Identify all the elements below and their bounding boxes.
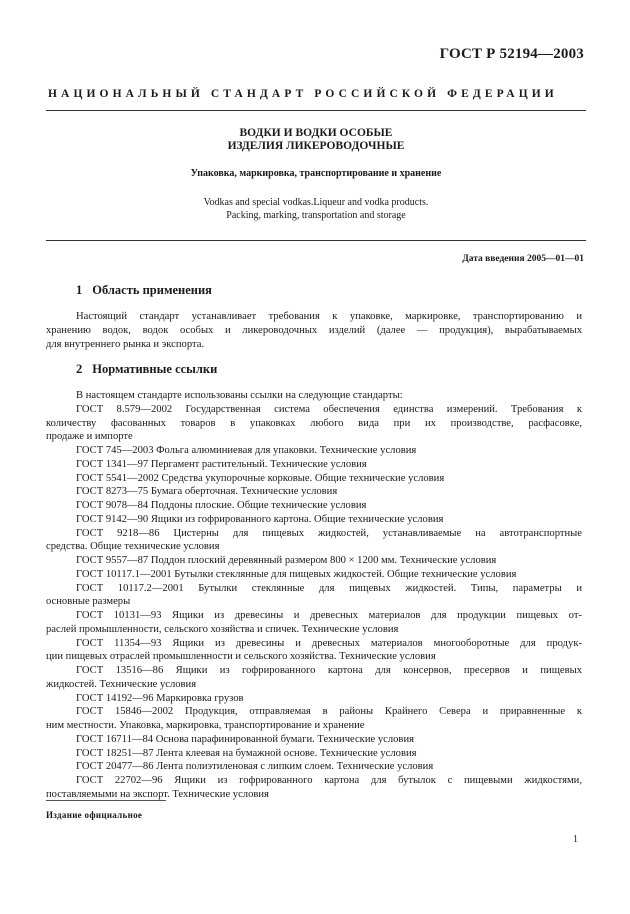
reference-item-continuation: поставляемыми на экспорт. Технические условия [46, 788, 269, 800]
reference-item-continuation: жидкостей. Технические условия [46, 678, 197, 690]
standard-number: ГОСТ Р 52194—2003 [439, 46, 584, 62]
national-standard-heading: НАЦИОНАЛЬНЫЙ СТАНДАРТ РОССИЙСКОЙ ФЕДЕРАЦИИ [48, 88, 558, 100]
edition-label: Издание официальное [46, 810, 143, 820]
document-title [46, 127, 586, 153]
section-intro: В настоящем стандарте использованы ссылки на следующие стандарты: [76, 390, 403, 401]
reference-item: ГОСТ 8273—75 Бумага оберточная. Технические условия [76, 486, 338, 498]
reference-item-continuation: основные размеры [46, 596, 131, 608]
reference-item: ГОСТ 18251—87 Лента клеевая на бумажной основе. Технические условия [76, 747, 417, 759]
reference-item: ГОСТ 8.579—2002 Государственная система обеспечения единства измерений. Требования к [76, 403, 582, 415]
text-line: для внутреннего рынка и экспорта. [46, 338, 205, 350]
page-number: 1 [573, 834, 578, 845]
reference-item: ГОСТ 16711—84 Основа парафинированной бумаги. Технические условия [76, 733, 414, 745]
section-2-heading [76, 362, 217, 377]
reference-item-continuation: ции пищевых отраслей промышленности и сельского хозяйства. Технические условия [46, 651, 436, 663]
reference-item-continuation: продаже и импорте [46, 431, 133, 443]
header-rule [46, 110, 586, 111]
reference-item: ГОСТ 5541—2002 Средства укупорочные корковые. Общие технические условия [76, 472, 445, 484]
section-title: Нормативные ссылки [92, 362, 218, 376]
reference-item: ГОСТ 9218—86 Цистерны для пищевых жидкостей, устанавливаемые на автотранспортные [76, 527, 582, 539]
reference-item: ГОСТ 15846—2002 Продукция, отправляемая в районы Крайнего Севера и приравненные к [76, 706, 582, 718]
text-line: Настоящий стандарт устанавливает требования к упаковке, маркировке, транспортированию и [76, 311, 582, 322]
reference-item-continuation: количеству фасованных товаров в упаковках любого вида при их производстве, расфасовке, [46, 417, 582, 429]
reference-item: ГОСТ 1341—97 Пергамент растительный. Технические условия [76, 458, 367, 470]
reference-item: ГОСТ 9142—90 Ящики из гофрированного картона. Общие технические условия [76, 513, 444, 525]
reference-item: ГОСТ 13516—86 Ящики из гофрированного картона для консервов, пресервов и пищевых [76, 665, 582, 676]
english-title-line-1: Vodkas and special vodkas.Liqueur and vodka products. [203, 197, 429, 208]
reference-item: ГОСТ 10131—93 Ящики из древесины и древесных материалов для продукции пищевых от- [76, 610, 582, 621]
reference-item: ГОСТ 9078—84 Поддоны плоские. Общие технические условия [76, 500, 367, 511]
reference-item: ГОСТ 9557—87 Поддон плоский деревянный размером 800 × 1200 мм. Технические условия [76, 555, 497, 566]
title-line-1: ВОДКИ И ВОДКИ ОСОБЫЕ [239, 127, 393, 139]
english-title-line-2: Packing, marking, transportation and storage [226, 210, 406, 221]
reference-item: ГОСТ 20477—86 Лента полиэтиленовая с липким слоем. Технические условия [76, 761, 434, 773]
reference-item: ГОСТ 14192—96 Маркировка грузов [76, 692, 244, 704]
section-number: 1 [76, 283, 83, 297]
reference-item: ГОСТ 11354—93 Ящики из древесины и древесных материалов многооборотные для продук- [76, 637, 582, 649]
title-rule [46, 240, 586, 241]
footer-rule [46, 800, 166, 801]
reference-item-continuation: ним местности. Упаковка, маркировка, транспортирование и хранение [46, 720, 365, 731]
section-2-body [46, 389, 582, 802]
title-line-2: ИЗДЕЛИЯ ЛИКЕРОВОДОЧНЫЕ [227, 140, 405, 152]
section-1-body [46, 310, 582, 351]
reference-item-continuation: раслей промышленности, сельского хозяйства и спичек. Технические условия [46, 623, 399, 635]
english-title [46, 196, 586, 222]
text-line: хранению водок, водок особых и ликероводочных изделий (далее — продукция), вырабатываемых [46, 324, 582, 336]
introduction-date: Дата введения 2005—01—01 [462, 254, 584, 264]
reference-item: ГОСТ 745—2003 Фольга алюминиевая для упаковки. Технические условия [76, 445, 417, 456]
reference-item-continuation: средства. Общие технические условия [46, 541, 220, 553]
reference-item: ГОСТ 10117.2—2001 Бутылки стеклянные для пищевых жидкостей. Типы, параметры и [76, 582, 582, 594]
section-title: Область применения [92, 283, 212, 297]
section-number: 2 [76, 362, 83, 376]
section-1-heading [76, 283, 212, 298]
reference-item: ГОСТ 10117.1—2001 Бутылки стеклянные для пищевых жидкостей. Общие технические условия [76, 568, 517, 580]
reference-item: ГОСТ 22702—96 Ящики из гофрированного картона для бутылок с пищевыми жидкостями, [76, 775, 582, 786]
document-subtitle: Упаковка, маркировка, транспортирование и хранение [190, 168, 442, 179]
